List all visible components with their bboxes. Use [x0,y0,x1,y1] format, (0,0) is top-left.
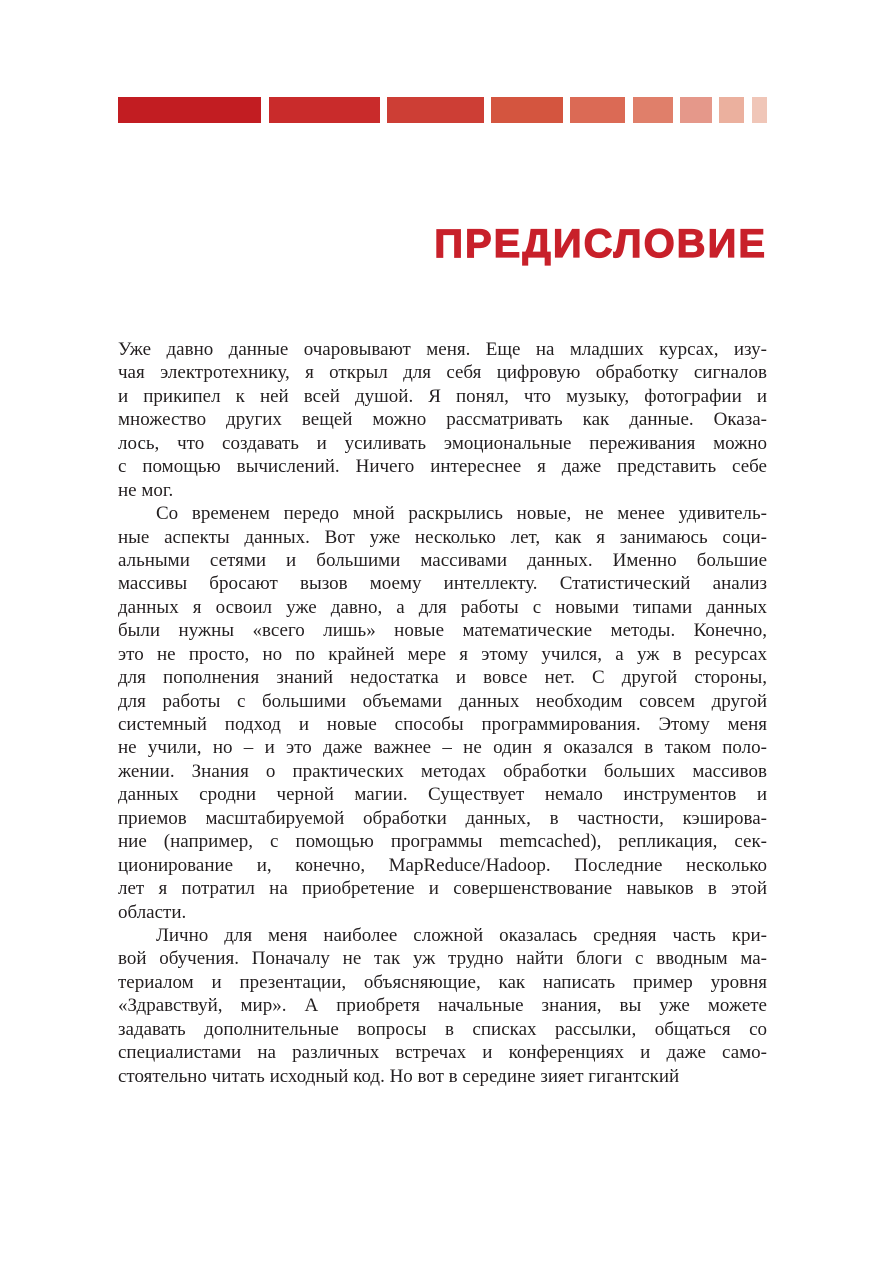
paragraph [118,502,767,924]
text-line: ние (например, с помощью программы memcached), репликация, сек- [118,831,767,853]
text-line: для пополнения знаний недостатка и вовсе нет. С другой стороны, [118,667,767,689]
text-line: не учили, но – и это даже важнее – не один я оказался в таком поло- [118,737,767,759]
text-line: области. [118,901,187,923]
text-line: это не просто, но по крайней мере я этому учился, а уж в ресурсах [118,643,767,665]
text-line: альными сетями и большими массивами данных. Именно большие [118,549,767,571]
text-line: лось, что создавать и усиливать эмоциональные переживания можно [118,432,767,454]
chapter-title: ПРЕДИСЛОВИЕ [434,222,767,266]
text-line: массивы бросают вызов моему интеллекту. Статистический анализ [118,573,767,595]
text-line: были нужны «всего лишь» новые математические методы. Конечно, [118,620,767,642]
text-line: лет я потратил на приобретение и совершенствование навыков в этой [118,878,767,900]
text-line: ционирование и, конечно, MapReduce/Hadoop. Последние несколько [118,854,767,876]
paragraph [118,924,767,1088]
color-bar [491,97,563,123]
color-bar [752,97,767,123]
color-bar [118,97,261,123]
text-line: для работы с большими объемами данных необходим совсем другой [118,690,767,712]
text-line: задавать дополнительные вопросы в списках рассылки, общаться со [118,1018,767,1040]
text-line: с помощью вычислений. Ничего интереснее я даже представить себе [118,456,767,478]
body-text [118,338,767,1088]
text-line: не мог. [118,479,174,501]
text-line: вой обучения. Поначалу не так уж трудно найти блоги с вводным ма- [118,948,767,970]
text-line: чая электротехнику, я открыл для себя цифровую обработку сигналов [118,362,767,384]
text-line: данных сродни черной магии. Существует немало инструментов и [118,784,767,806]
text-line: «Здравствуй, мир». А приобретя начальные знания, вы уже можете [118,995,767,1017]
paragraph [118,338,767,502]
color-bar [719,97,744,123]
text-line: и прикипел к ней всей душой. Я понял, что музыку, фотографии и [118,385,767,407]
text-line: жении. Знания о практических методах обработки больших массивов [118,760,767,782]
text-line: специалистами на различных встречах и конференциях и даже само- [118,1042,767,1064]
text-line: системный подход и новые способы программирования. Этому меня [118,714,767,735]
text-line: ные аспекты данных. Вот уже несколько лет, как я занимаюсь соци- [118,526,767,548]
text-line: Со временем передо мной раскрылись новые, не менее удивитель- [156,503,767,525]
text-line: данных я освоил уже давно, а для работы с новыми типами данных [118,596,767,618]
text-line: Лично для меня наиболее сложной оказалась средняя часть кри- [156,924,767,946]
color-bar [269,97,380,123]
text-line: множество других вещей можно рассматривать как данные. Оказа- [118,409,767,431]
color-bar [387,97,484,123]
text-line: стоятельно читать исходный код. Но вот в середине зияет гигантский [118,1065,680,1087]
color-bar [633,97,673,123]
text-line: Уже давно данные очаровывают меня. Еще на младших курсах, изу- [118,339,767,360]
text-line: приемов масштабируемой обработки данных, в частности, кэширова- [118,807,767,829]
color-bar [570,97,625,123]
color-bar [680,97,712,123]
text-line: териалом и презентации, объясняющие, как написать пример уровня [118,971,767,993]
